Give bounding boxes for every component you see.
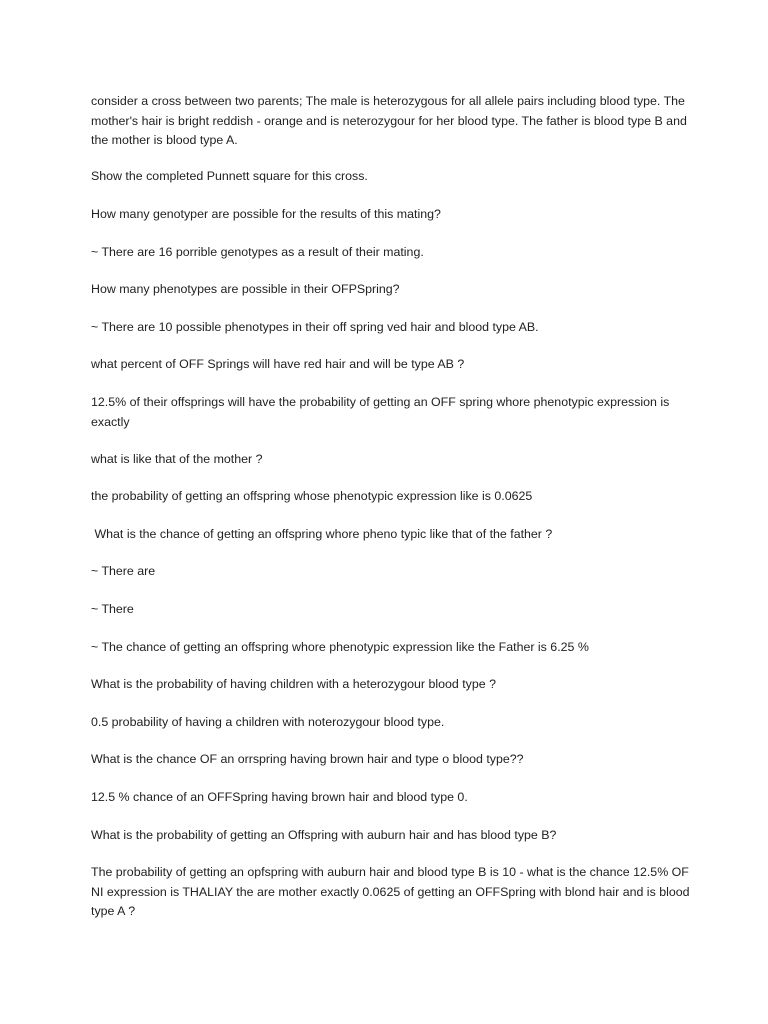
- phenotypes-answer: ~ There are 10 possible phenotypes in their off spring ved hair and blood type AB.: [91, 320, 539, 334]
- punnett-square-prompt: Show the completed Punnett square for this cross.: [91, 169, 368, 183]
- red-hair-ab-answer: 12.5% of their offsprings will have the probability of getting an OFF spring whore phenotypic expression is exactly: [91, 395, 670, 429]
- phenotypes-question: How many phenotypes are possible in their OFPSpring?: [91, 282, 400, 296]
- red-hair-ab-question: what percent of OFF Springs will have red hair and will be type AB ?: [91, 357, 465, 371]
- heterozygous-blood-answer: 0.5 probability of having a children with noterozygour blood type.: [91, 715, 445, 729]
- mother-phenotype-answer: the probability of getting an offspring whose phenotypic expression like is 0.0625: [91, 489, 533, 503]
- mother-phenotype-question: what is like that of the mother ?: [91, 452, 263, 466]
- brown-hair-o-question: What is the chance OF an orrspring having brown hair and type o blood type??: [91, 752, 524, 766]
- answer-fragment-1: ~ There are: [91, 564, 156, 578]
- genotypes-answer: ~ There are 16 porrible genotypes as a result of their mating.: [91, 245, 424, 259]
- genotypes-question: How many genotyper are possible for the results of this mating?: [91, 207, 441, 221]
- father-phenotype-question: What is the chance of getting an offspring whore pheno typic like that of the father ?: [91, 527, 553, 541]
- auburn-hair-b-question: What is the probability of getting an Offspring with auburn hair and has blood type B?: [91, 828, 557, 842]
- answer-fragment-2: ~ There: [91, 602, 134, 616]
- brown-hair-o-answer: 12.5 % chance of an OFFSpring having brown hair and blood type 0.: [91, 790, 468, 804]
- father-phenotype-answer: ~ The chance of getting an offspring whore phenotypic expression like the Father is 6.25 %: [91, 640, 589, 654]
- auburn-hair-b-answer: The probability of getting an opfspring with auburn hair and blood type B is 10 - what is the chance 12.5% OF NI expression is THALIAY the are mother exactly 0.0625 of getting an OFFSpring with blond hair and is blood type A ?: [91, 865, 690, 918]
- question-intro-paragraph: consider a cross between two parents; The male is heterozygous for all allele pairs including blood type. The mother's hair is bright reddish - orange and is neterozygour for her blood type. The father is blood type B and the mother is blood type A.: [91, 94, 687, 147]
- heterozygous-blood-question: What is the probability of having children with a heterozygour blood type ?: [91, 677, 496, 691]
